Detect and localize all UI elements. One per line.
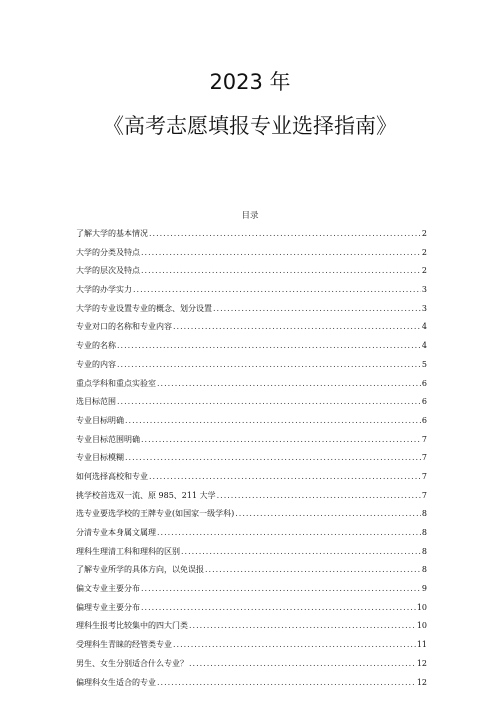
toc-entry-title: 男生、女生分别适合什么专业？ <box>76 658 188 668</box>
toc-entry-title: 偏理科女生适合的专业 <box>76 677 156 687</box>
toc-leader-dots <box>141 435 421 444</box>
toc-entry[interactable] <box>76 490 427 509</box>
document-year: 2023 年 <box>209 70 291 94</box>
toc-page-number: 8 <box>421 509 427 519</box>
toc-heading: 目录 <box>241 211 259 221</box>
toc-entry[interactable] <box>76 546 427 565</box>
toc-entry-title: 如何选择高校和专业 <box>76 471 148 481</box>
toc-entry[interactable] <box>76 564 427 583</box>
toc-leader-dots <box>189 621 416 630</box>
toc-entry[interactable] <box>76 303 427 322</box>
toc-entry[interactable] <box>76 415 427 434</box>
toc-page-number: 5 <box>421 359 427 369</box>
toc-page-number: 3 <box>421 285 427 295</box>
toc-entry[interactable] <box>76 228 427 247</box>
toc-leader-dots <box>157 678 416 687</box>
toc-entry[interactable] <box>76 340 427 359</box>
toc-entry[interactable] <box>76 583 427 602</box>
toc-page-number: 3 <box>421 303 427 313</box>
toc-entry-title: 大学的层次及特点 <box>76 266 140 276</box>
toc-leader-dots <box>125 416 421 425</box>
toc-page-number: 2 <box>421 247 427 257</box>
toc-entry-title: 专业的名称 <box>76 341 116 351</box>
toc-entry[interactable] <box>76 396 427 415</box>
toc-entry-title: 大学的办学实力 <box>76 285 132 295</box>
toc-page-number: 8 <box>421 546 427 556</box>
toc-entry[interactable] <box>76 434 427 453</box>
toc-entry-title: 理科生报考比较集中的四大门类 <box>76 621 188 631</box>
toc-entry-title: 选目标范围 <box>76 397 116 407</box>
toc-entry-title: 专业目标明确 <box>76 415 124 425</box>
toc-page-number: 12 <box>416 658 427 668</box>
toc-page-number: 10 <box>416 602 427 612</box>
toc-entry-title: 大学的专业设置专业的概念、划分设置 <box>76 303 212 313</box>
toc-page-number: 7 <box>421 471 427 481</box>
toc-entry[interactable] <box>76 321 427 340</box>
toc-leader-dots <box>205 565 421 574</box>
toc-entry-title: 了解专业所学的具体方向，以免误报 <box>76 565 204 575</box>
toc-entry-title: 分清专业本身属文属理 <box>76 528 156 537</box>
toc-entry[interactable] <box>76 508 427 527</box>
toc-page-number: 8 <box>421 565 427 575</box>
toc-entry-title: 大学的分类及特点 <box>76 247 140 257</box>
toc-entry-title: 偏文专业主要分布 <box>76 584 140 594</box>
toc-entry[interactable] <box>76 639 427 658</box>
toc-entry[interactable] <box>76 265 427 284</box>
toc-leader-dots <box>141 584 421 593</box>
toc-entry[interactable] <box>76 677 427 696</box>
toc-entry-title: 偏理专业主要分布 <box>76 602 140 612</box>
toc-entry[interactable] <box>76 471 427 490</box>
toc-page-number: 10 <box>416 621 427 631</box>
toc-leader-dots <box>213 304 421 313</box>
toc-leader-dots <box>217 491 421 500</box>
toc-page-number: 2 <box>421 229 427 238</box>
toc-entry[interactable] <box>76 359 427 378</box>
toc-page-number: 9 <box>421 584 427 594</box>
toc-entry[interactable] <box>76 378 427 397</box>
toc-entry[interactable] <box>76 452 427 471</box>
toc-leader-dots <box>157 528 421 537</box>
document-title: 《高考志愿填报专业选择指南》 <box>103 114 397 138</box>
toc-entry[interactable] <box>76 620 427 639</box>
toc-entry-title: 专业的内容 <box>76 359 116 369</box>
toc-page-number: 11 <box>416 640 427 650</box>
toc-leader-dots <box>149 229 421 238</box>
toc-page-number: 7 <box>421 434 427 444</box>
toc-page-number: 2 <box>421 266 427 276</box>
toc-entry[interactable] <box>76 658 427 677</box>
toc-leader-dots <box>125 453 421 462</box>
toc-entry[interactable] <box>76 602 427 621</box>
toc-page-number: 6 <box>421 415 427 425</box>
toc-leader-dots <box>235 509 421 518</box>
toc-leader-dots <box>141 603 416 612</box>
toc-entry-title: 挑学校首选双一流、原 985、211 大学 <box>76 490 216 500</box>
toc-entry-title: 受理科生青睐的经管类专业 <box>76 640 172 650</box>
toc-leader-dots <box>173 640 416 649</box>
toc-leader-dots <box>173 322 421 331</box>
toc-leader-dots <box>157 379 421 388</box>
toc-entry[interactable] <box>76 527 427 546</box>
toc-entry-title: 了解大学的基本情况 <box>76 229 148 238</box>
toc-page-number: 4 <box>421 322 427 332</box>
toc-leader-dots <box>141 266 421 275</box>
toc-page-number: 7 <box>421 490 427 500</box>
toc-leader-dots <box>181 547 421 556</box>
toc-leader-dots <box>141 248 421 257</box>
toc-page-number: 4 <box>421 341 427 351</box>
toc-entry-title: 理科生理清工科和理科的区别 <box>76 546 180 556</box>
toc-entry-title: 专业对口的名称和专业内容 <box>76 322 172 332</box>
toc-leader-dots <box>189 659 416 668</box>
toc-leader-dots <box>117 397 421 406</box>
toc-entry-title: 选专业要选学校的王牌专业(如国家一级学科) <box>76 509 235 519</box>
toc-page-number: 6 <box>421 378 427 388</box>
toc-entry[interactable] <box>76 284 427 303</box>
toc-leader-dots <box>133 285 421 294</box>
toc-page-number: 12 <box>416 677 427 687</box>
toc-entry-title: 专业目标模糊 <box>76 453 124 463</box>
toc-entry-title: 重点学科和重点实验室 <box>76 378 156 388</box>
toc-leader-dots <box>117 360 421 369</box>
toc-page-number: 7 <box>421 453 427 463</box>
toc-leader-dots <box>149 472 421 481</box>
toc-entry-title: 专业目标范围明确 <box>76 434 140 444</box>
toc-entry[interactable] <box>76 247 427 266</box>
toc-leader-dots <box>117 341 421 350</box>
toc-page-number: 8 <box>421 528 427 537</box>
table-of-contents <box>76 228 427 695</box>
toc-page-number: 6 <box>421 397 427 407</box>
